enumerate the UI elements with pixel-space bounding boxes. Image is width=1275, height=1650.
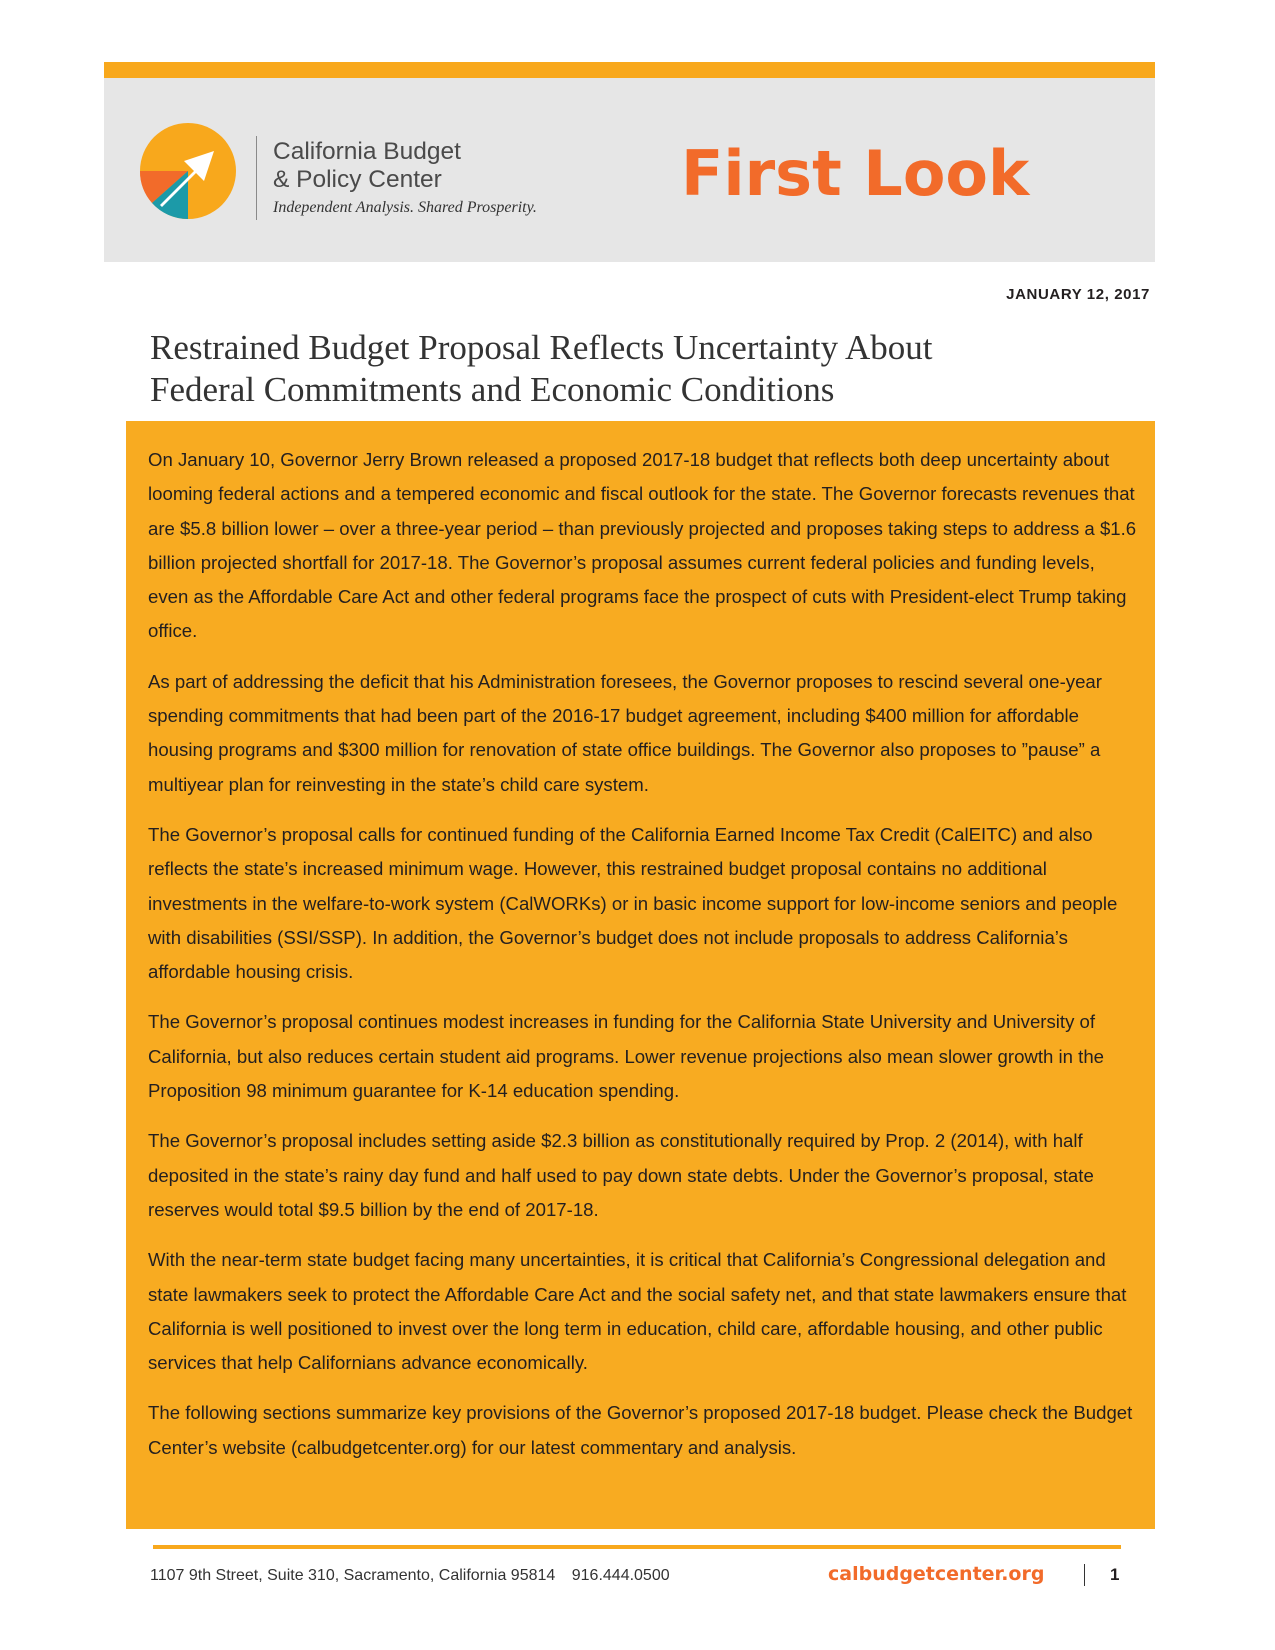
- arrow-circle-logo-icon: [138, 121, 238, 221]
- page-title: [150, 327, 1150, 411]
- summary-paragraph: The Governor’s proposal calls for continued funding of the California Earned Income Tax Credit (CalEITC) and also reflects the state’s increased minimum wage. However, this restrained budget proposal contains no additional investments in the welfare-to-work system (CalWORKs) or in basic income support for low-income seniors and people with disabilities (SSI/SSP). In addition, the Governor’s budget does not include proposals to address California’s affordable housing crisis.: [148, 823, 1118, 983]
- banner-title: First Look: [681, 137, 1030, 210]
- top-accent-bar: [104, 62, 1155, 78]
- footer-address: [150, 1567, 682, 1585]
- footer-website-link[interactable]: calbudgetcenter.org: [828, 1563, 1045, 1585]
- logo-divider: [256, 136, 257, 220]
- footer-street: 1107 9th Street, Suite 310, Sacramento, California 95814: [150, 1567, 556, 1584]
- footer-phone: 916.444.0500: [571, 1567, 670, 1584]
- summary-paragraph: The Governor’s proposal continues modest increases in funding for the California State University and University of California, but also reduces certain student aid programs. Lower revenue projections also mean slower growth in the Proposition 98 minimum guarantee for K-14 education spending.: [148, 1011, 1105, 1102]
- footer-rule: [153, 1545, 1121, 1549]
- summary-paragraph: As part of addressing the deficit that his Administration foresees, the Governor proposes to rescind several one-year spending commitments that had been part of the 2016-17 budget agreement, including $400 million for affordable housing programs and $300 million for renovation of state office buildings. The Governor also proposes to ”pause” a multiyear plan for reinvesting in the state’s child care system.: [148, 670, 1102, 795]
- page-title-line2: Federal Commitments and Economic Conditions: [150, 370, 835, 409]
- org-name-line2: & Policy Center: [273, 166, 442, 193]
- summary-paragraph: The Governor’s proposal includes setting aside $2.3 billion as constitutionally required by Prop. 2 (2014), with half deposited in the state’s rainy day fund and half used to pay down state debts. Under the Governor’s proposal, state reserves would total $9.5 billion by the end of 2017-18.: [148, 1130, 1094, 1220]
- summary-paragraph: On January 10, Governor Jerry Brown released a proposed 2017-18 budget that reflects both deep uncertainty about looming federal actions and a tempered economic and fiscal outlook for the state. The Governor forecasts revenues that are $5.8 billion lower – over a three-year period – than previously projected and proposes taking steps to address a $1.6 billion projected shortfall for 2017-18. The Governor’s proposal assumes current federal policies and funding levels, even as the Affordable Care Act and other federal programs face the prospect of cuts with President-elect Trump taking office.: [148, 449, 1137, 642]
- footer-separator: [1084, 1564, 1085, 1586]
- org-name: [273, 138, 573, 194]
- org-tagline: Independent Analysis. Shared Prosperity.: [273, 199, 537, 216]
- summary-box: [126, 421, 1155, 1529]
- page-title-line1: Restrained Budget Proposal Reflects Uncertainty About: [150, 328, 933, 367]
- org-name-line1: California Budget: [273, 138, 461, 165]
- summary-text: [148, 443, 1138, 1481]
- summary-paragraph: With the near-term state budget facing many uncertainties, it is critical that California’s Congressional delegation and state lawmakers seek to protect the Affordable Care Act and the social safety net, and that state lawmakers ensure that California is well positioned to invest over the long term in education, child care, affordable housing, and other public services that help Californians advance economically.: [148, 1249, 1127, 1374]
- publication-date: JANUARY 12, 2017: [1006, 286, 1150, 303]
- page-number: 1: [1110, 1565, 1120, 1584]
- summary-paragraph: The following sections summarize key provisions of the Governor’s proposed 2017-18 budget. Please check the Budget Center’s website (calbudgetcenter.org) for our latest commentary and analysis.: [148, 1402, 1133, 1458]
